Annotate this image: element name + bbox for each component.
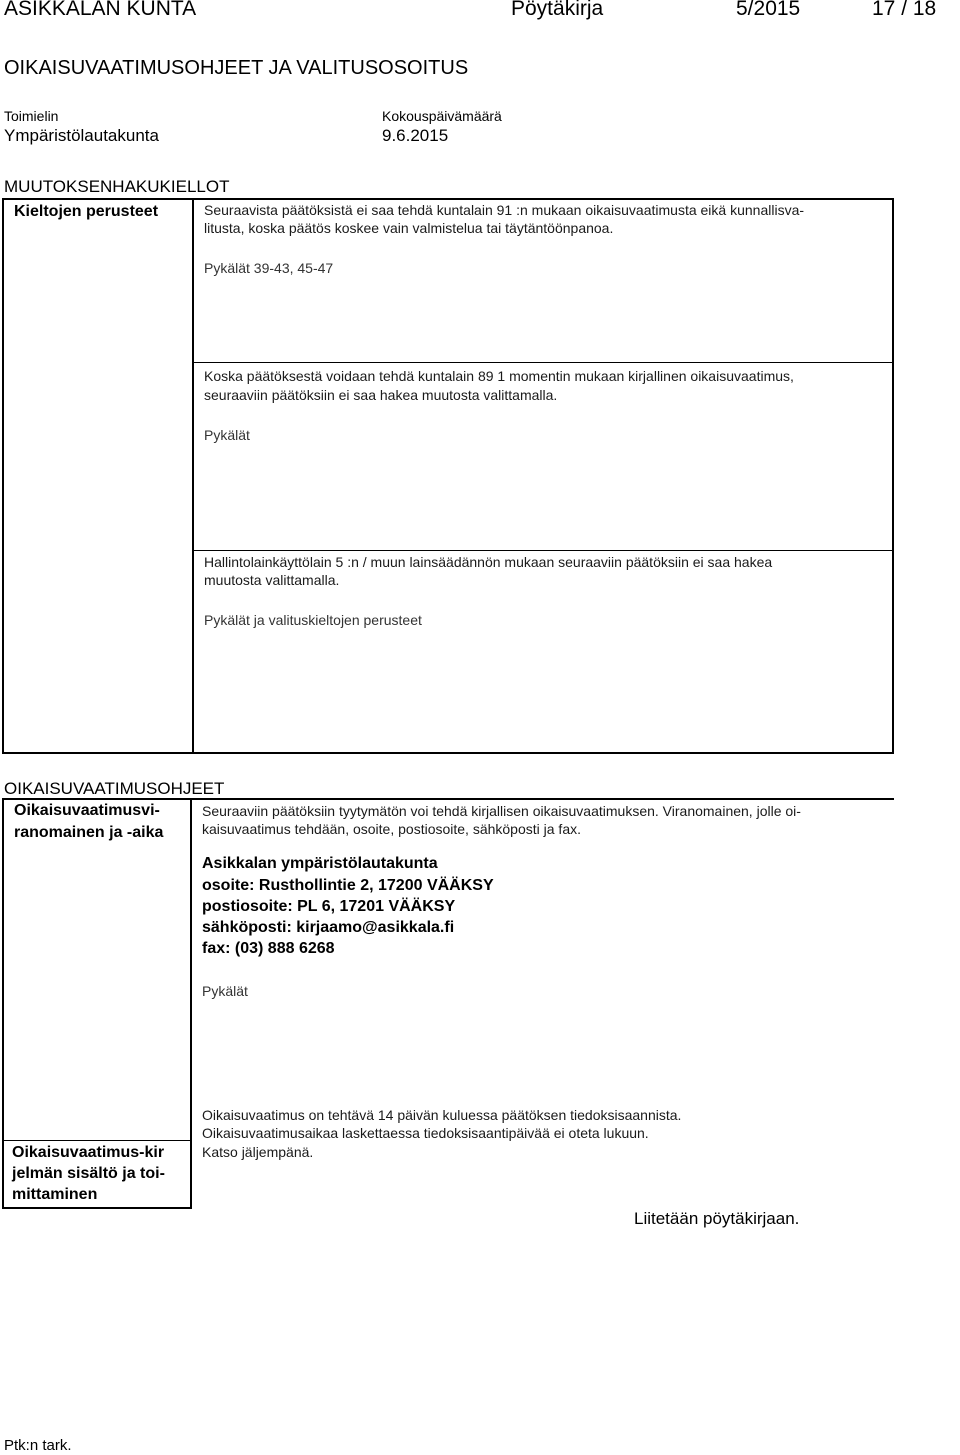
restrictions-side-label: Kieltojen perusteet <box>14 203 159 220</box>
authority-name: Asikkalan ympäristölautakunta <box>202 855 438 872</box>
document-number: 5/2015 <box>736 0 801 20</box>
appeal-side-label2-line2: jelmän sisältö ja toi- <box>12 1165 165 1182</box>
appeal-side-label1-line2: ranomainen ja -aika <box>14 824 164 841</box>
body-label: Toimielin <box>4 108 59 124</box>
appeal-intro-line2: kaisuvaatimus tehdään, osoite, postiosoite, sähköposti ja fax. <box>202 821 581 837</box>
restrictions-heading: MUUTOKSENHAKUKIELLOT <box>4 177 230 196</box>
block3-text-line2: muutosta valittamalla. <box>204 572 340 588</box>
appeal-side-label2-line1: Oikaisuvaatimus-kir <box>12 1144 165 1161</box>
authority-postal: postiosoite: PL 6, 17201 VÄÄKSY <box>202 898 456 915</box>
page-title: OIKAISUVAATIMUSOHJEET JA VALITUSOSOITUS <box>4 57 469 79</box>
appeal-intro-line1: Seuraaviin päätöksiin tyytymätön voi tehdä kirjallisen oikaisuvaatimuksen. Viranomainen, jolle oi- <box>202 803 801 819</box>
deadline-line3: Katso jäljempänä. <box>202 1144 314 1160</box>
block2-text-line2: seuraaviin päätöksiin ei saa hakea muutosta valittamalla. <box>204 387 558 403</box>
deadline-line1: Oikaisuvaatimus on tehtävä 14 päivän kuluessa päätöksen tiedoksisaannista. <box>202 1107 682 1123</box>
appeal-side-label1-line1: Oikaisuvaatimusvi- <box>14 802 160 819</box>
authority-address: osoite: Rusthollintie 2, 17200 VÄÄKSY <box>202 877 494 894</box>
block3-text-line1: Hallintolainkäyttölain 5 :n / muun lainsäädännön mukaan seuraaviin päätöksiin ei saa hakea <box>204 554 773 570</box>
block1-text-line2: litusta, koska päätös koskee vain valmistelua tai täytäntöönpanoa. <box>204 220 614 236</box>
block2-text-line1: Koska päätöksestä voidaan tehdä kuntalain 89 1 momentin mukaan kirjallinen oikaisuvaatimus, <box>204 368 794 384</box>
date-label: Kokouspäivämäärä <box>382 108 502 124</box>
authority-fax: fax: (03) 888 6268 <box>202 940 335 957</box>
block1-sections: Pykälät 39-43, 45-47 <box>204 260 334 276</box>
authority-email: sähköposti: kirjaamo@asikkala.fi <box>202 919 455 936</box>
appeal-heading: OIKAISUVAATIMUSOHJEET <box>4 779 225 798</box>
block3-sections: Pykälät ja valituskieltojen perusteet <box>204 612 422 628</box>
appeal-side-label2-line3: mittaminen <box>12 1186 98 1203</box>
page-number: 17 / 18 <box>872 0 937 20</box>
body-value: Ympäristölautakunta <box>4 126 159 145</box>
footer-initials: Ptk:n tark. <box>4 1437 72 1454</box>
document-type: Pöytäkirja <box>511 0 604 20</box>
block1-text-line1: Seuraavista päätöksistä ei saa tehdä kuntalain 91 :n mukaan oikaisuvaatimusta eikä kunnallisva- <box>204 202 805 218</box>
attached-note: Liitetään pöytäkirjaan. <box>634 1209 800 1228</box>
deadline-line2: Oikaisuvaatimusaikaa laskettaessa tiedoksisaantipäivää ei oteta lukuun. <box>202 1125 649 1141</box>
date-value: 9.6.2015 <box>382 126 449 145</box>
block2-sections: Pykälät <box>204 427 250 443</box>
appeal-sections: Pykälät <box>202 983 248 999</box>
municipality-name: ASIKKALAN KUNTA <box>4 0 197 20</box>
